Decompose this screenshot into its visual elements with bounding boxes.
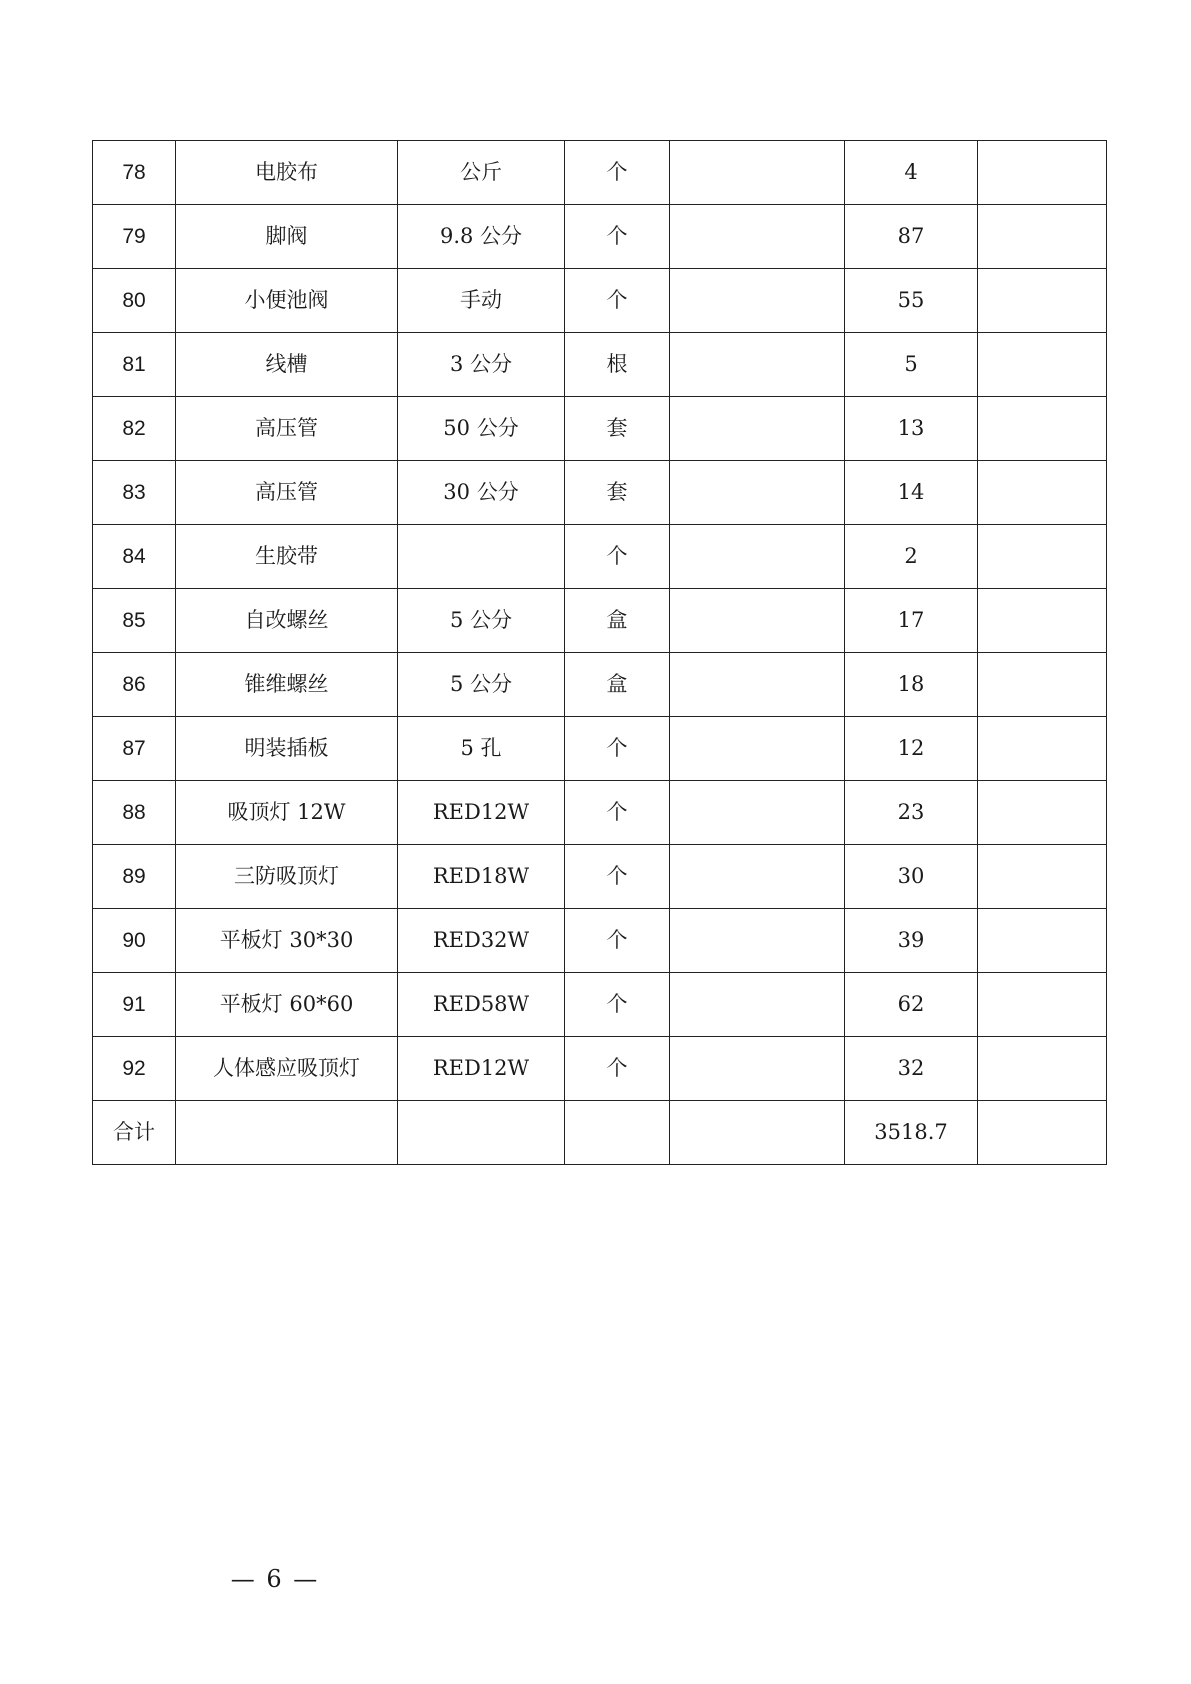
cell-note: [978, 269, 1107, 333]
cell-spec: RED12W: [398, 781, 565, 845]
cell-spec: [398, 525, 565, 589]
cell-quantity: 32: [845, 1037, 978, 1101]
cell-number: 82: [93, 397, 176, 461]
cell-spec: 50 公分: [398, 397, 565, 461]
cell-number: 87: [93, 717, 176, 781]
total-label: 合计: [93, 1101, 176, 1165]
cell-unit: 个: [565, 909, 670, 973]
cell-spec: RED32W: [398, 909, 565, 973]
cell-price: [670, 589, 845, 653]
cell-price: [670, 141, 845, 205]
table-row: [93, 717, 1107, 781]
cell-price: [670, 205, 845, 269]
cell-note: [978, 205, 1107, 269]
cell-note: [978, 781, 1107, 845]
cell-note: [978, 1037, 1107, 1101]
table-row: [93, 333, 1107, 397]
cell-note: [978, 717, 1107, 781]
cell-unit: 个: [565, 845, 670, 909]
cell-quantity: 87: [845, 205, 978, 269]
cell-item-name: 人体感应吸顶灯: [176, 1037, 398, 1101]
cell-quantity: 5: [845, 333, 978, 397]
cell-quantity: 14: [845, 461, 978, 525]
cell-number: 84: [93, 525, 176, 589]
cell-unit: 盒: [565, 589, 670, 653]
cell-unit: 个: [565, 205, 670, 269]
cell-number: 81: [93, 333, 176, 397]
cell-quantity: 30: [845, 845, 978, 909]
cell-note: [978, 973, 1107, 1037]
cell-unit: 个: [565, 269, 670, 333]
cell-unit: 个: [565, 973, 670, 1037]
cell-note: [978, 845, 1107, 909]
cell-number: 92: [93, 1037, 176, 1101]
cell-quantity: 55: [845, 269, 978, 333]
cell-spec: 公斤: [398, 141, 565, 205]
total-empty-unit: [565, 1101, 670, 1165]
cell-price: [670, 269, 845, 333]
table-body: [93, 141, 1107, 1165]
cell-price: [670, 781, 845, 845]
cell-unit: 个: [565, 141, 670, 205]
cell-note: [978, 525, 1107, 589]
table-row: [93, 1037, 1107, 1101]
cell-item-name: 自改螺丝: [176, 589, 398, 653]
cell-unit: 套: [565, 461, 670, 525]
cell-unit: 根: [565, 333, 670, 397]
cell-spec: RED18W: [398, 845, 565, 909]
table-row: [93, 461, 1107, 525]
inventory-table: [92, 140, 1107, 1165]
cell-price: [670, 525, 845, 589]
cell-quantity: 2: [845, 525, 978, 589]
cell-spec: 手动: [398, 269, 565, 333]
cell-note: [978, 589, 1107, 653]
table-row: [93, 973, 1107, 1037]
cell-quantity: 39: [845, 909, 978, 973]
cell-quantity: 4: [845, 141, 978, 205]
cell-note: [978, 333, 1107, 397]
cell-spec: 30 公分: [398, 461, 565, 525]
total-row: [93, 1101, 1107, 1165]
cell-price: [670, 333, 845, 397]
table-row: [93, 205, 1107, 269]
cell-price: [670, 1037, 845, 1101]
cell-unit: 盒: [565, 653, 670, 717]
cell-quantity: 23: [845, 781, 978, 845]
total-empty-spec: [398, 1101, 565, 1165]
page-number: — 6 —: [230, 1565, 320, 1593]
total-quantity: 3518.7: [845, 1101, 978, 1165]
cell-number: 83: [93, 461, 176, 525]
cell-spec: 5 公分: [398, 589, 565, 653]
cell-unit: 个: [565, 525, 670, 589]
total-empty-price: [670, 1101, 845, 1165]
cell-item-name: 高压管: [176, 397, 398, 461]
cell-spec: RED58W: [398, 973, 565, 1037]
cell-number: 89: [93, 845, 176, 909]
inventory-sheet: [92, 140, 1106, 1165]
cell-unit: 个: [565, 781, 670, 845]
cell-note: [978, 653, 1107, 717]
cell-price: [670, 461, 845, 525]
table-row: [93, 781, 1107, 845]
cell-spec: 5 孔: [398, 717, 565, 781]
cell-note: [978, 141, 1107, 205]
cell-spec: 3 公分: [398, 333, 565, 397]
cell-price: [670, 845, 845, 909]
cell-price: [670, 717, 845, 781]
cell-number: 91: [93, 973, 176, 1037]
cell-number: 79: [93, 205, 176, 269]
table-row: [93, 269, 1107, 333]
cell-item-name: 高压管: [176, 461, 398, 525]
cell-unit: 个: [565, 717, 670, 781]
cell-number: 88: [93, 781, 176, 845]
cell-spec: 9.8 公分: [398, 205, 565, 269]
table-row: [93, 909, 1107, 973]
table-row: [93, 141, 1107, 205]
cell-note: [978, 397, 1107, 461]
cell-quantity: 12: [845, 717, 978, 781]
cell-item-name: 电胶布: [176, 141, 398, 205]
cell-quantity: 62: [845, 973, 978, 1037]
cell-spec: RED12W: [398, 1037, 565, 1101]
cell-item-name: 吸顶灯 12W: [176, 781, 398, 845]
cell-price: [670, 909, 845, 973]
total-empty-note: [978, 1101, 1107, 1165]
cell-price: [670, 973, 845, 1037]
cell-item-name: 三防吸顶灯: [176, 845, 398, 909]
cell-unit: 个: [565, 1037, 670, 1101]
table-row: [93, 525, 1107, 589]
cell-number: 86: [93, 653, 176, 717]
cell-unit: 套: [565, 397, 670, 461]
cell-price: [670, 653, 845, 717]
cell-item-name: 平板灯 60*60: [176, 973, 398, 1037]
cell-quantity: 18: [845, 653, 978, 717]
total-empty-name: [176, 1101, 398, 1165]
cell-number: 85: [93, 589, 176, 653]
table-row: [93, 653, 1107, 717]
cell-item-name: 脚阀: [176, 205, 398, 269]
cell-quantity: 17: [845, 589, 978, 653]
cell-item-name: 小便池阀: [176, 269, 398, 333]
cell-quantity: 13: [845, 397, 978, 461]
cell-item-name: 线槽: [176, 333, 398, 397]
cell-price: [670, 397, 845, 461]
cell-number: 90: [93, 909, 176, 973]
cell-item-name: 明装插板: [176, 717, 398, 781]
cell-item-name: 生胶带: [176, 525, 398, 589]
cell-spec: 5 公分: [398, 653, 565, 717]
table-row: [93, 845, 1107, 909]
cell-note: [978, 461, 1107, 525]
cell-item-name: 平板灯 30*30: [176, 909, 398, 973]
table-row: [93, 397, 1107, 461]
cell-note: [978, 909, 1107, 973]
cell-item-name: 锥维螺丝: [176, 653, 398, 717]
cell-number: 78: [93, 141, 176, 205]
cell-number: 80: [93, 269, 176, 333]
table-row: [93, 589, 1107, 653]
